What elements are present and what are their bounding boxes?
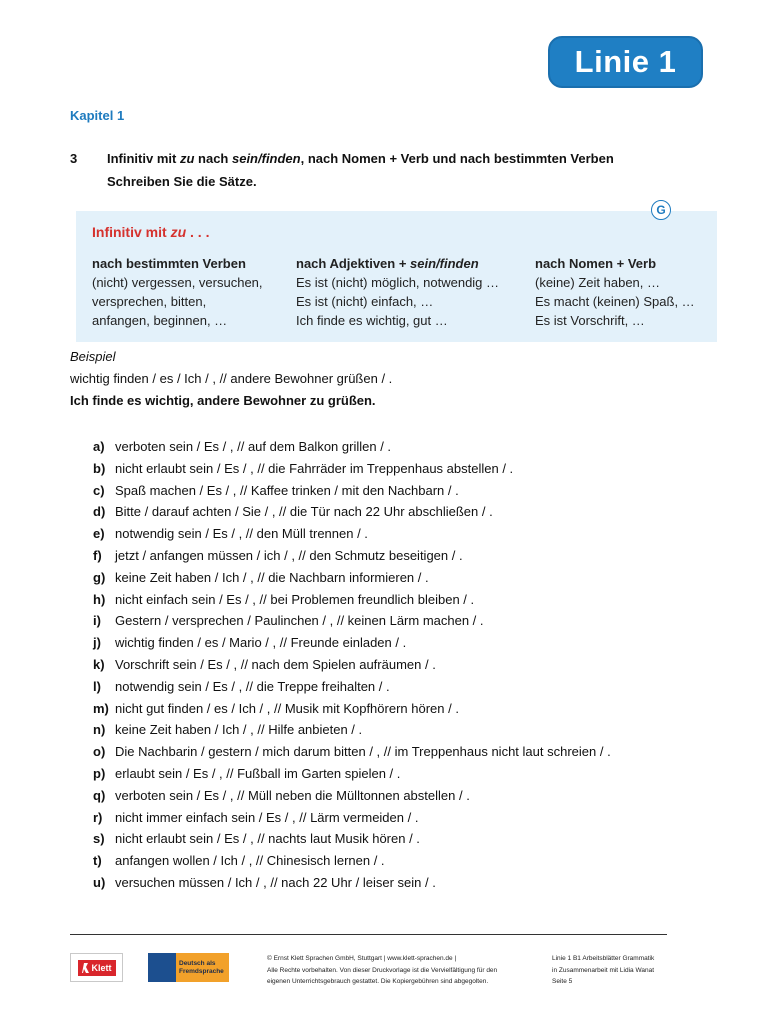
column-heading: nach Nomen + Verb: [535, 256, 657, 271]
exercise-text: verboten sein / Es / , // Müll neben die Mülltonnen abstellen / .: [115, 787, 470, 803]
daf-logo-blue-block: [148, 953, 176, 982]
exercise-letter: a): [93, 439, 105, 454]
exercise-text: notwendig sein / Es / , // den Müll trennen / .: [115, 526, 368, 542]
exercise-text: notwendig sein / Es / , // die Treppe freihalten / .: [115, 678, 390, 694]
task-title-mid: nach: [194, 151, 232, 166]
footer-divider: [70, 934, 667, 935]
column-line: (keine) Zeit haben, …: [535, 275, 661, 290]
daf-logo: [148, 953, 229, 982]
exercise-item: [93, 458, 611, 480]
exercise-text: Vorschrift sein / Es / , // nach dem Spielen aufräumen / .: [115, 656, 436, 672]
daf-logo-text-block: [176, 953, 229, 982]
exercise-item: [93, 436, 611, 458]
copyright-line: Alle Rechte vorbehalten. Von dieser Druckvorlage ist die Vervielfältigung für den: [267, 966, 498, 974]
exercise-letter: i): [93, 613, 101, 629]
exercise-item: [93, 785, 611, 807]
column-line: Es ist (nicht) möglich, notwendig …: [296, 275, 500, 290]
exercise-letter: f): [93, 547, 102, 563]
exercise-letter: s): [93, 831, 105, 847]
footer-info: [552, 953, 654, 988]
exercise-text: Spaß machen / Es / , // Kaffee trinken / mit den Nachbarn / .: [115, 482, 459, 498]
grammar-title-zu: zu: [170, 224, 187, 240]
grammar-column-verbs: [92, 254, 263, 330]
exercise-text: nicht erlaubt sein / Es / , // die Fahrräder im Treppenhaus abstellen / .: [115, 460, 514, 476]
exercise-text: wichtig finden / es / Mario / , // Freunde einladen / .: [115, 635, 407, 651]
info-line: in Zusammenarbeit mit Lidia Wanat: [552, 966, 654, 974]
exercise-text: nicht einfach sein / Es / , // bei Problemen freundlich bleiben / .: [115, 591, 475, 607]
exercise-letter: u): [93, 874, 106, 890]
copyright-line: eigenen Unterrichtsgebrauch gestattet. Die Kopiergebühren sind abgegolten.: [267, 978, 489, 985]
exercise-item: [93, 719, 611, 741]
grammar-title-suffix: . . .: [186, 224, 210, 240]
exercise-item: [93, 501, 611, 523]
exercise-item: [93, 676, 611, 698]
column-line: anfangen, beginnen, …: [92, 313, 228, 328]
grammar-column-nouns: [535, 254, 695, 330]
exercise-text: jetzt / anfangen müssen / ich / , // den Schmutz beseitigen / .: [115, 547, 463, 563]
exercise-text: versuchen müssen / Ich / , // nach 22 Uhr / leiser sein / .: [115, 874, 436, 890]
exercise-letter: t): [93, 853, 102, 869]
exercise-item: [93, 807, 611, 829]
column-heading-italic: sein/finden: [410, 256, 479, 271]
exercise-letter: d): [93, 504, 106, 520]
grammar-title-prefix: Infinitiv mit: [92, 224, 171, 240]
exercise-item: [93, 828, 611, 850]
exercise-item: [93, 632, 611, 654]
exercise-text: Die Nachbarin / gestern / mich darum bitten / , // im Treppenhaus nicht laut schreien / .: [115, 744, 611, 760]
exercise-letter: n): [93, 722, 106, 738]
exercise-letter: b): [93, 460, 106, 476]
task-title-sein-finden: sein/finden: [231, 151, 301, 166]
exercise-text: Gestern / versprechen / Paulinchen / , // keinen Lärm machen / .: [115, 613, 484, 629]
grammar-icon: G: [651, 200, 671, 220]
exercise-text: Bitte / darauf achten / Sie / , // die Tür nach 22 Uhr abschließen / .: [115, 504, 493, 520]
grammar-column-adjectives: [296, 254, 499, 330]
column-heading: nach bestimmten Verben: [92, 256, 246, 271]
example-answer: Ich finde es wichtig, andere Bewohner zu grüßen.: [70, 393, 376, 408]
column-line: versprechen, bitten,: [92, 294, 207, 309]
exercise-item: [93, 850, 611, 872]
column-line: Ich finde es wichtig, gut …: [296, 313, 448, 328]
exercise-text: verboten sein / Es / , // auf dem Balkon grillen / .: [115, 439, 392, 454]
exercise-item: [93, 698, 611, 720]
exercise-text: nicht erlaubt sein / Es / , // nachts laut Musik hören / .: [115, 831, 420, 847]
exercise-letter: p): [93, 765, 106, 781]
exercise-text: keine Zeit haben / Ich / , // Hilfe anbieten / .: [115, 722, 363, 738]
column-line: Es macht (keinen) Spaß, …: [535, 294, 695, 309]
exercise-item: [93, 545, 611, 567]
exercise-item: [93, 610, 611, 632]
exercise-letter: c): [93, 482, 105, 498]
exercise-letter: q): [93, 787, 106, 803]
exercise-letter: e): [93, 526, 105, 542]
exercise-item: [93, 763, 611, 785]
info-line: Linie 1 B1 Arbeitsblätter Grammatik: [552, 955, 655, 962]
page-number: Seite 5: [552, 978, 573, 985]
klett-logo-text: Klett: [91, 962, 112, 973]
column-line: (nicht) vergessen, versuchen,: [92, 275, 263, 290]
exercise-letter: o): [93, 744, 106, 760]
column-line: Es ist (nicht) einfach, …: [296, 294, 434, 309]
grammar-box-title: [92, 224, 209, 240]
exercise-item: [93, 654, 611, 676]
chapter-label: Kapitel 1: [70, 108, 125, 123]
exercise-text: erlaubt sein / Es / , // Fußball im Garten spielen / .: [115, 765, 401, 781]
exercise-letter: j): [93, 635, 101, 651]
exercise-letter: k): [93, 656, 105, 672]
column-heading-prefix: nach Adjektiven +: [296, 256, 411, 271]
klett-logo-mark: [78, 960, 116, 976]
copyright-line: © Ernst Klett Sprachen GmbH, Stuttgart | www.klett-sprachen.de |: [267, 955, 457, 962]
column-line: Es ist Vorschrift, …: [535, 313, 645, 328]
exercise-text: nicht gut finden / es / Ich / , // Musik mit Kopfhörern hören / .: [115, 700, 459, 716]
task-title-prefix: Infinitiv mit: [107, 151, 180, 166]
exercise-letter: r): [93, 809, 103, 825]
exercise-letter: g): [93, 569, 106, 585]
footer-copyright: [267, 953, 497, 988]
klett-logo: [70, 953, 123, 982]
task-title-zu: zu: [179, 151, 195, 166]
task-instruction: Schreiben Sie die Sätze.: [107, 174, 257, 189]
exercise-list: [93, 436, 611, 894]
exercise-letter: h): [93, 591, 106, 607]
example-task: wichtig finden / es / Ich / , // andere Bewohner grüßen / .: [70, 371, 393, 386]
exercise-item: [93, 741, 611, 763]
exercise-item: [93, 872, 611, 894]
exercise-item: [93, 480, 611, 502]
exercise-item: [93, 589, 611, 611]
klett-figure-icon: [82, 963, 90, 973]
logo-text: Linie 1: [574, 44, 677, 79]
task-number: 3: [70, 151, 78, 166]
task-title-rest: , nach Nomen + Verb und nach bestimmten Verben: [300, 151, 614, 166]
exercise-letter: m): [93, 700, 109, 716]
exercise-text: anfangen wollen / Ich / , // Chinesisch lernen / .: [115, 853, 385, 869]
exercise-text: keine Zeit haben / Ich / , // die Nachbarn informieren / .: [115, 569, 429, 585]
task-title: [107, 151, 614, 166]
example-label: Beispiel: [70, 349, 116, 364]
column-heading: [296, 254, 499, 273]
exercise-item: [93, 523, 611, 545]
linie1-logo: [548, 36, 703, 88]
daf-line-1: Deutsch als: [179, 959, 216, 967]
exercise-letter: l): [93, 678, 101, 694]
exercise-text: nicht immer einfach sein / Es / , // Lärm vermeiden / .: [115, 809, 419, 825]
daf-line-2: Fremdsprache: [179, 967, 224, 975]
exercise-item: [93, 567, 611, 589]
